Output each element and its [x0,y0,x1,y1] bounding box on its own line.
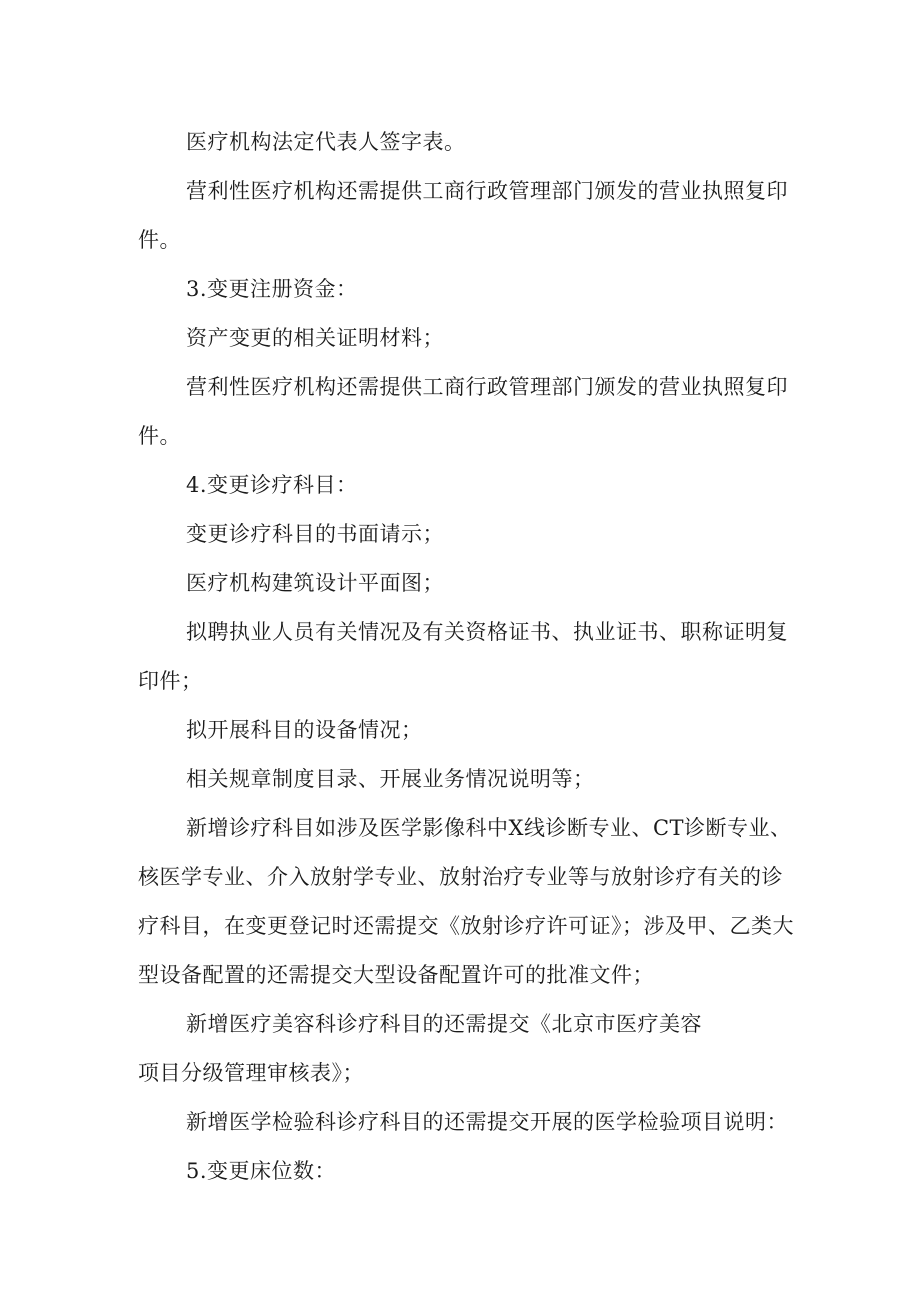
paragraph: 营利性医疗机构还需提供工商行政管理部门颁发的营业执照复印件。 [138,375,788,448]
document-body [138,118,798,1196]
paragraph: 4.变更诊疗科目： [186,473,358,497]
paragraph: 新增医疗美容科诊疗科目的还需提交《北京市医疗美容 [186,1012,702,1036]
paragraph: 医疗机构建筑设计平面图； [186,571,444,595]
paragraph: 3.变更注册资金： [186,277,358,301]
paragraph: 资产变更的相关证明材料； [186,326,444,350]
paragraph: 变更诊疗科目的书面请示； [186,522,444,546]
paragraph: 相关规章制度目录、开展业务情况说明等； [186,767,595,791]
paragraph: 拟聘执业人员有关情况及有关资格证书、执业证书、职称证明复印件； [138,620,788,693]
paragraph: 新增医学检验科诊疗科目的还需提交开展的医学检验项目说明： [186,1110,788,1134]
paragraph: 5.变更床位数： [186,1159,337,1183]
paragraph: 项目分级管理审核表》； [138,1061,364,1085]
paragraph: 拟开展科目的设备情况； [186,718,423,742]
paragraph: 营利性医疗机构还需提供工商行政管理部门颁发的营业执照复印件。 [138,179,788,252]
paragraph: 医疗机构法定代表人签字表。 [186,130,466,154]
paragraph: 新增诊疗科目如涉及医学影像科中X线诊断专业、CT诊断专业、核医学专业、介入放射学专业、放射治疗专业等与放射诊疗有关的诊疗科目，在变更登记时还需提交《放射诊疗许可证》；涉及甲、乙类大型设备配置的还需提交大型设备配置许可的批准文件； [138,816,794,987]
